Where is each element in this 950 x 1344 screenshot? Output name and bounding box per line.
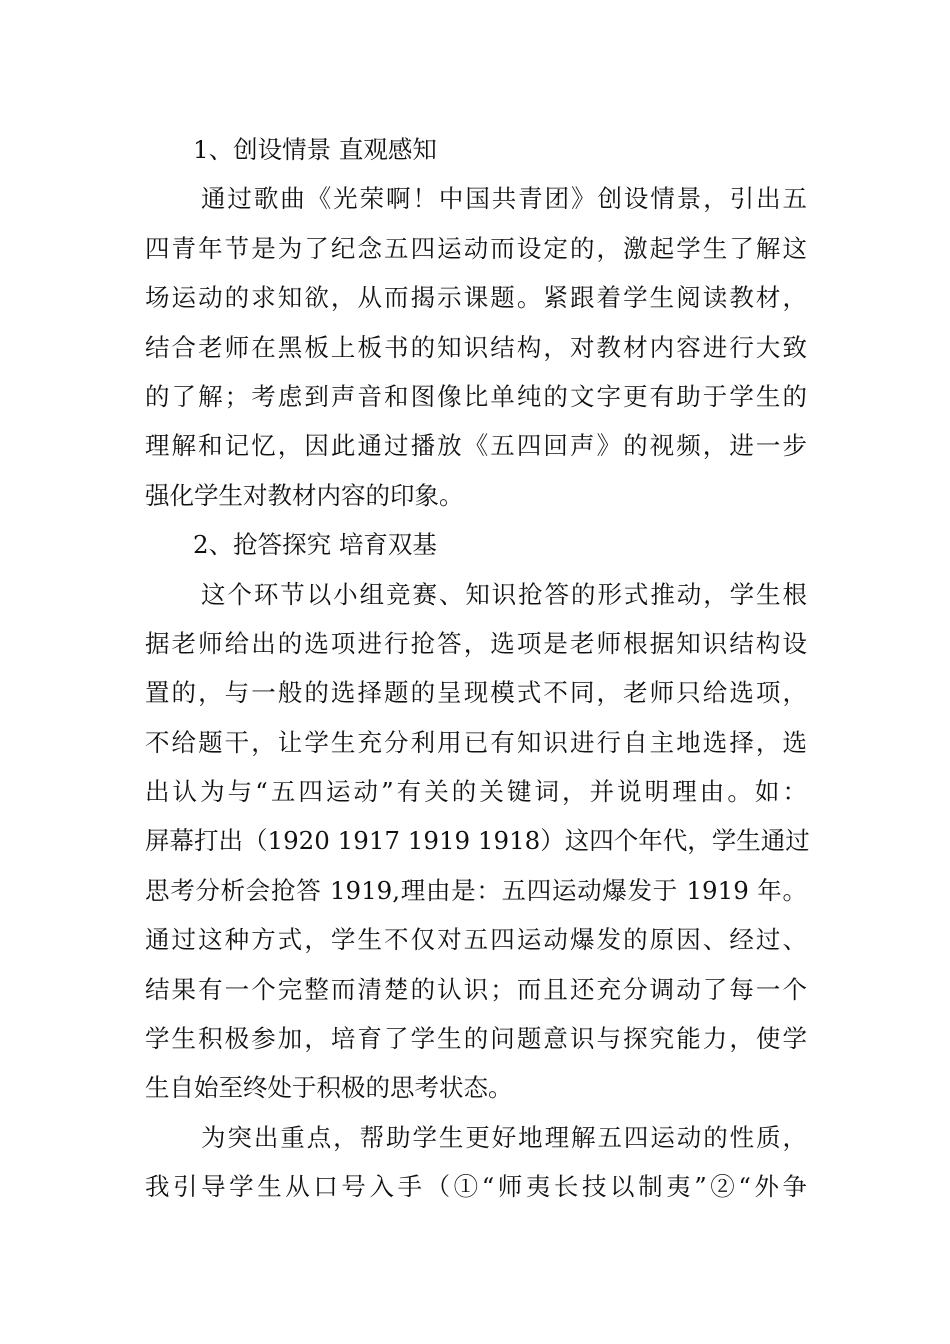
- paragraph-line: 生自始至终处于积极的思考状态。: [145, 1073, 513, 1103]
- paragraph-line: 据老师给出的选项进行抢答，选项是老师根据知识结构设: [145, 628, 807, 658]
- paragraph-line: 结果有一个完整而清楚的认识；而且还充分调动了每一个: [145, 974, 807, 1004]
- paragraph-line: 不给题干，让学生充分利用已有知识进行自主地选择，选: [145, 727, 807, 757]
- document-body: [145, 125, 810, 1212]
- paragraph-line: 结合老师在黑板上板书的知识结构，对教材内容进行大致: [145, 332, 807, 362]
- paragraph-line: 置的，与一般的选择题的呈现模式不同，老师只给选项，: [145, 678, 807, 708]
- paragraph-line: 这个环节以小组竞赛、知识抢答的形式推动，学生根: [201, 579, 807, 609]
- section-heading-1: 1、创设情景 直观感知: [193, 135, 437, 164]
- paragraph-line: 强化学生对教材内容的印象。: [145, 480, 464, 510]
- paragraph-line: 思考分析会抢答 1919,理由是：五四运动爆发于 1919 年。: [145, 875, 807, 905]
- paragraph-line: 为突出重点，帮助学生更好地理解五四运动的性质，: [201, 1122, 807, 1152]
- paragraph-line: 通过歌曲《光荣啊！中国共青团》创设情景，引出五: [201, 184, 807, 214]
- section-heading-2: 2、抢答探究 培育双基: [193, 530, 437, 560]
- paragraph-line: 我引导学生从口号入手（①“师夷长技以制夷”②“外争: [145, 1172, 807, 1202]
- paragraph-line: 屏幕打出（1920 1917 1919 1918）这四个年代，学生通过: [145, 826, 810, 856]
- paragraph-line: 理解和记忆，因此通过播放《五四回声》的视频，进一步: [145, 431, 807, 461]
- paragraph-line: 学生积极参加，培育了学生的问题意识与探究能力，使学: [145, 1024, 807, 1054]
- paragraph-line: 场运动的求知欲，从而揭示课题。紧跟着学生阅读教材，: [145, 283, 807, 313]
- paragraph-line: 出认为与“五四运动”有关的关键词，并说明理由。如：: [145, 777, 807, 807]
- paragraph-line: 的了解；考虑到声音和图像比单纯的文字更有助于学生的: [145, 381, 807, 411]
- paragraph-line: 四青年节是为了纪念五四运动而设定的，激起学生了解这: [145, 233, 807, 263]
- paragraph-line: 通过这种方式，学生不仅对五四运动爆发的原因、经过、: [145, 925, 807, 955]
